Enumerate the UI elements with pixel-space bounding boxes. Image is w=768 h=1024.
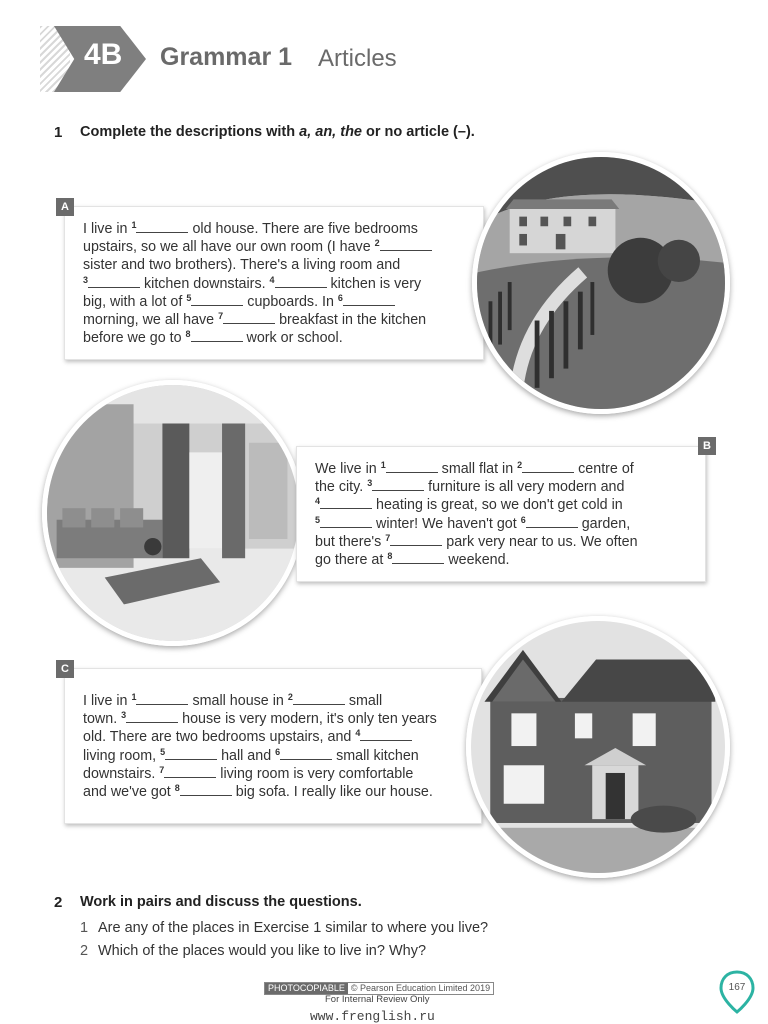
text-segment: go there at <box>315 552 388 569</box>
gap-number: 6 <box>520 514 526 525</box>
answer-blank[interactable] <box>390 534 442 546</box>
text-segment: and we've got <box>83 784 175 801</box>
text-segment: breakfast in the kitchen <box>275 312 427 329</box>
text-segment: I live in <box>83 221 132 237</box>
answer-blank[interactable] <box>136 693 188 705</box>
answer-blank[interactable] <box>320 516 372 528</box>
gap-number: 1 <box>131 692 137 702</box>
panel-label-c: C <box>56 660 74 678</box>
exercise-1-number: 1 <box>54 124 63 141</box>
text-segment: living room is very comfortable <box>216 765 414 782</box>
gap-number: 7 <box>218 311 224 322</box>
page-title: Grammar 1 <box>160 43 293 71</box>
text-segment: hall and <box>217 747 276 764</box>
gap-number: 1 <box>380 460 386 470</box>
text-line <box>83 728 463 746</box>
gap-number: 5 <box>315 514 321 525</box>
text-line <box>315 478 695 496</box>
exercise-2-number: 2 <box>54 894 63 911</box>
gap-number: 2 <box>287 692 293 702</box>
gap-number: 2 <box>517 460 523 470</box>
text-segment: work or school. <box>242 330 343 347</box>
text-segment: upstairs, so we all have our own room (I have <box>83 239 375 256</box>
text-segment: big sofa. I really like our house. <box>231 784 433 801</box>
text-segment: downstairs. <box>83 765 160 782</box>
gap-number: 3 <box>367 478 373 489</box>
question-2-text: Which of the places would you like to live in? Why? <box>98 943 427 959</box>
text-segment: small <box>344 693 383 709</box>
answer-blank[interactable] <box>280 748 332 760</box>
answer-blank[interactable] <box>386 461 438 473</box>
text-line <box>315 460 695 478</box>
living-room-photo <box>42 380 304 646</box>
answer-blank[interactable] <box>360 729 412 741</box>
answer-blank[interactable] <box>180 784 232 796</box>
text-line <box>83 747 463 765</box>
gap-number: 8 <box>387 551 393 562</box>
question-1-number: 1 <box>80 920 89 936</box>
answer-blank[interactable] <box>165 748 217 760</box>
gap-number: 1 <box>131 220 137 230</box>
answer-blank[interactable] <box>164 766 216 778</box>
text-line <box>315 533 695 551</box>
countryside-house-photo <box>472 152 730 414</box>
question-1-text: Are any of the places in Exercise 1 similar to where you live? <box>98 920 489 936</box>
text-line <box>315 551 695 569</box>
gap-number: 8 <box>174 783 180 794</box>
text-segment: old. There are two bedrooms upstairs, and <box>83 729 356 746</box>
text-segment: sister and two brothers). There's a living room and <box>83 257 401 274</box>
text-line <box>83 220 453 238</box>
text-line <box>83 275 453 293</box>
gap-number: 7 <box>385 532 391 543</box>
text-segment: old house. There are five bedrooms <box>188 221 418 237</box>
text-segment: living room, <box>83 747 161 764</box>
text-segment: morning, we all have <box>83 312 219 329</box>
text-segment: town. <box>83 711 122 728</box>
panel-label-a: A <box>56 198 74 216</box>
answer-blank[interactable] <box>372 479 424 491</box>
gap-number: 4 <box>315 496 321 507</box>
gap-number: 3 <box>121 710 127 721</box>
text-segment: small kitchen <box>332 747 419 764</box>
question-2-number: 2 <box>80 943 89 959</box>
text-line <box>83 311 453 329</box>
page-subtitle: Articles <box>318 45 397 72</box>
description-text-c <box>83 692 463 801</box>
unit-code: 4B <box>84 38 123 71</box>
text-segment: house is very modern, it's only ten years <box>178 711 437 728</box>
text-segment: park very near to us. We often <box>442 533 638 550</box>
gap-number: 8 <box>185 329 191 340</box>
text-line <box>83 238 453 256</box>
gap-number: 4 <box>355 728 361 739</box>
text-segment: centre of <box>574 461 634 477</box>
review-notice: For Internal Review Only <box>325 994 430 1005</box>
text-segment: small house in <box>188 693 288 709</box>
answer-blank[interactable] <box>275 276 327 288</box>
text-line <box>83 256 453 274</box>
panel-label-b: B <box>698 437 716 455</box>
text-line <box>83 329 453 347</box>
gap-number: 4 <box>269 274 275 285</box>
text-segment: big, with a lot of <box>83 293 187 310</box>
text-segment: We live in <box>315 461 381 477</box>
text-segment: furniture is all very modern and <box>424 479 625 496</box>
text-segment: weekend. <box>444 552 510 569</box>
answer-blank[interactable] <box>191 330 243 342</box>
text-line <box>83 765 463 783</box>
text-segment: I live in <box>83 693 132 709</box>
copyright-text: © Pearson Education Limited 2019 <box>350 983 491 993</box>
description-text-a <box>83 220 453 347</box>
text-line <box>315 515 695 533</box>
answer-blank[interactable] <box>392 552 444 564</box>
text-segment: cupboards. In <box>243 293 338 310</box>
gap-number: 7 <box>159 764 165 775</box>
exercise-1-instruction: Complete the descriptions with a, an, the or no article (–). <box>80 124 475 140</box>
text-segment: garden, <box>577 515 631 532</box>
answer-blank[interactable] <box>223 312 275 324</box>
text-segment: kitchen is very <box>326 275 422 292</box>
answer-blank[interactable] <box>191 294 243 306</box>
gap-number: 6 <box>337 292 343 303</box>
photocopiable-label: PHOTOCOPIABLE <box>265 983 348 994</box>
gap-number: 5 <box>160 746 166 757</box>
text-segment: winter! We haven't got <box>372 515 521 532</box>
page-number: 167 <box>728 982 746 993</box>
text-segment: heating is great, so we don't get cold in <box>372 497 623 514</box>
answer-blank[interactable] <box>522 461 574 473</box>
answer-blank[interactable] <box>136 221 188 233</box>
text-line <box>83 293 453 311</box>
text-line <box>83 692 463 710</box>
text-segment: small flat in <box>437 461 518 477</box>
gap-number: 2 <box>374 238 380 249</box>
gap-number: 6 <box>275 746 281 757</box>
answer-blank[interactable] <box>88 276 140 288</box>
text-segment: the city. <box>315 479 368 496</box>
text-segment: kitchen downstairs. <box>140 275 270 292</box>
text-line <box>315 496 695 514</box>
answer-blank[interactable] <box>343 294 395 306</box>
answer-blank[interactable] <box>380 239 432 251</box>
answer-blank[interactable] <box>126 711 178 723</box>
gap-number: 3 <box>83 274 89 285</box>
gap-number: 5 <box>186 292 192 303</box>
exercise-2-instruction: Work in pairs and discuss the questions. <box>80 894 362 910</box>
text-segment: but there's <box>315 533 386 550</box>
description-text-b <box>315 460 695 569</box>
brick-house-photo <box>466 616 730 878</box>
answer-blank[interactable] <box>320 497 372 509</box>
text-segment: before we go to <box>83 330 186 347</box>
answer-blank[interactable] <box>293 693 345 705</box>
answer-blank[interactable] <box>526 516 578 528</box>
text-line <box>83 710 463 728</box>
source-url: www.frenglish.ru <box>310 1009 435 1024</box>
text-line <box>83 783 463 801</box>
